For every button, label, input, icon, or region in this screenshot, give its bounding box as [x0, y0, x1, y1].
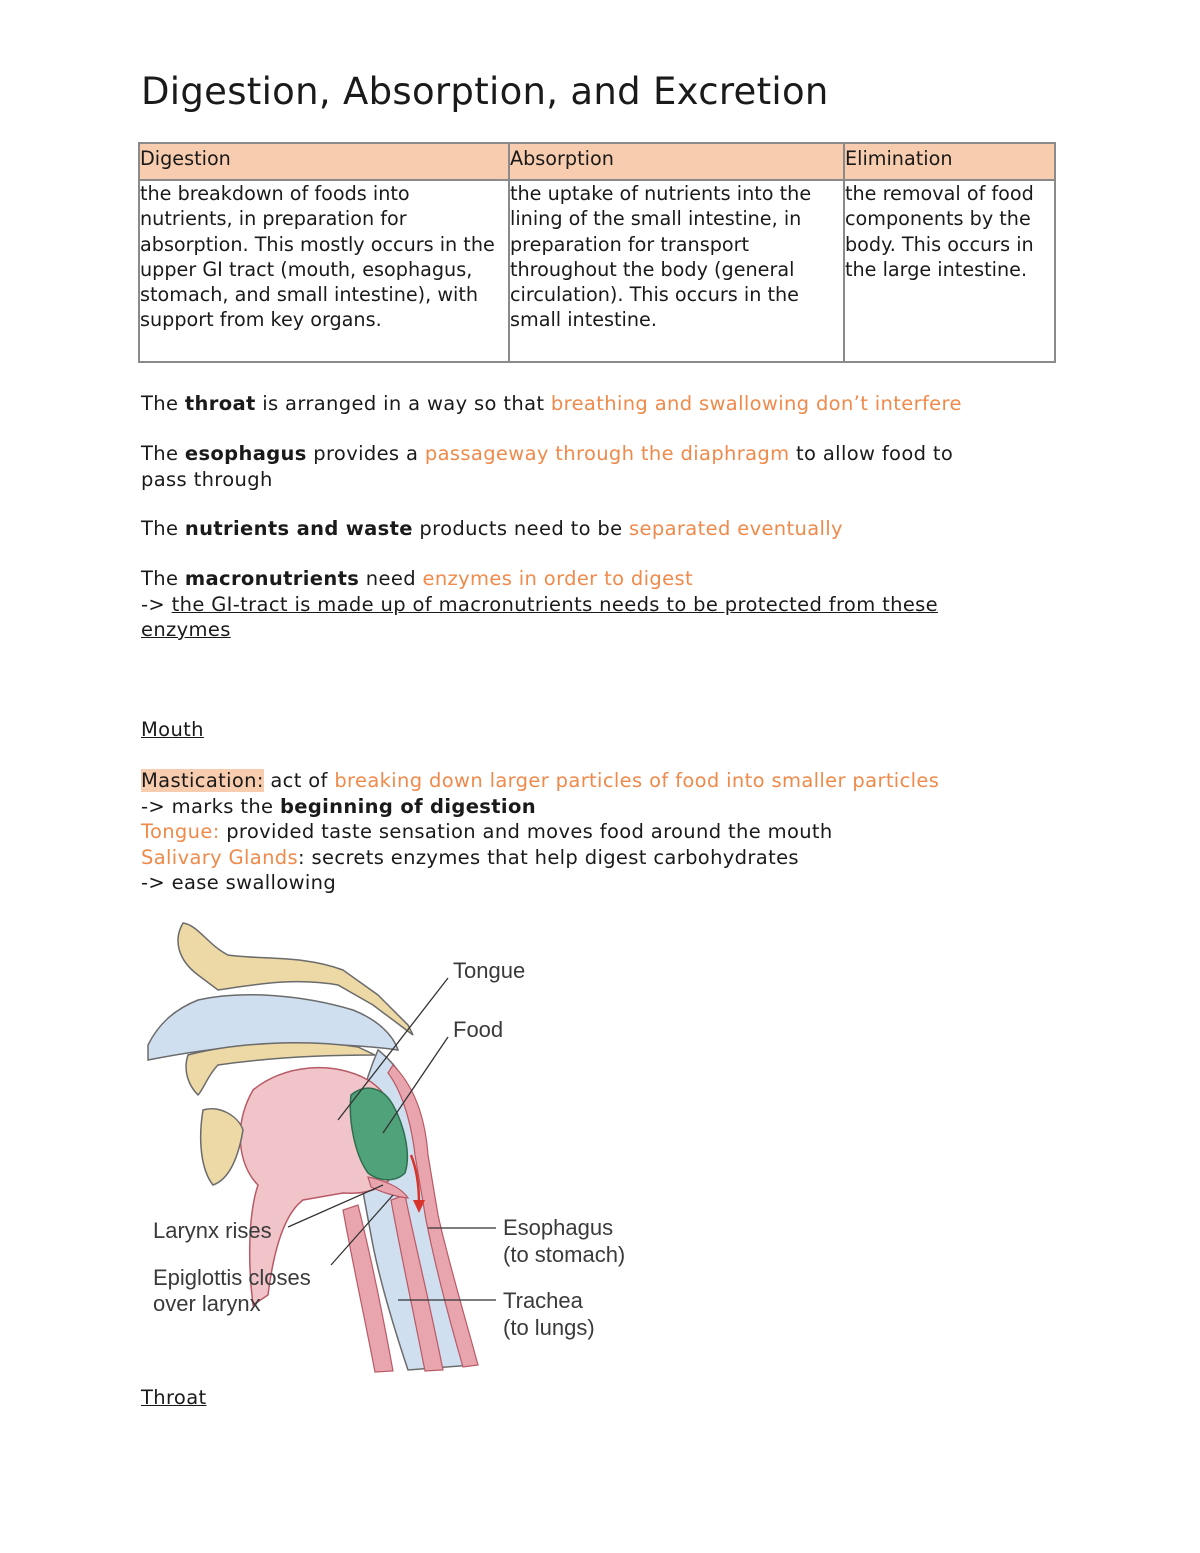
label-esophagus-1: Esophagus	[503, 1215, 614, 1240]
text: is arranged in a way so that	[255, 392, 551, 415]
text: The	[141, 517, 185, 540]
paragraph-macronutrients	[141, 566, 1041, 643]
term-tongue: Tongue:	[141, 820, 220, 843]
label-epiglottis-1: Epiglottis closes	[153, 1265, 311, 1290]
text: The	[141, 392, 185, 415]
term-macronutrients: macronutrients	[184, 567, 360, 590]
cell-elimination: the removal of food components by the body. This occurs in the large intestine.	[844, 180, 1055, 362]
text: act of	[263, 769, 335, 792]
underlined-note: enzymes	[141, 618, 231, 641]
term-salivary: Salivary Glands	[141, 845, 299, 869]
text: The	[141, 442, 185, 465]
highlight-text: breathing and swallowing don’t interfere	[550, 392, 962, 415]
heading-text: Throat	[141, 1386, 207, 1409]
paragraph-nutrients	[141, 516, 1041, 542]
text: pass through	[141, 467, 273, 491]
term-nutrients: nutrients and waste	[184, 517, 413, 540]
label-trachea-2: (to lungs)	[503, 1315, 595, 1340]
highlight-text: breaking down larger particles of food into smaller particles	[334, 769, 940, 792]
label-epiglottis-2: over larynx	[153, 1291, 261, 1316]
highlight-text: passageway through the diaphragm	[424, 442, 790, 465]
mouth-heading	[141, 717, 1041, 743]
highlight-text: enzymes in order to digest	[422, 567, 693, 590]
table-header-row	[139, 143, 1055, 180]
label-esophagus-2: (to stomach)	[503, 1242, 626, 1267]
label-trachea-1: Trachea	[503, 1288, 583, 1313]
label-larynx: Larynx rises	[153, 1218, 272, 1243]
definitions-table	[138, 142, 1056, 363]
text: : secrets enzymes that help digest carbohydrates	[298, 845, 799, 869]
underlined-note: the GI-tract is made up of macronutrients needs to be protected from these	[171, 592, 939, 616]
throat-heading	[141, 1385, 1041, 1411]
label-tongue: Tongue	[453, 958, 526, 983]
paragraph-throat	[141, 391, 1041, 417]
text: provides a	[306, 442, 425, 465]
label-food: Food	[453, 1017, 504, 1042]
text: to allow food to	[789, 442, 954, 465]
text: The	[141, 567, 185, 590]
text: need	[359, 567, 423, 590]
jaw-bone	[201, 1109, 243, 1185]
text: -> marks the	[141, 794, 280, 818]
cell-digestion: the breakdown of foods into nutrients, in preparation for absorption. This mostly occurs in the upper GI tract (mouth, esophagus, stomach, and small intestine), with support from key organs.	[139, 180, 509, 362]
arrow-text: ->	[141, 592, 172, 616]
term-beginning: beginning of digestion	[279, 794, 536, 818]
term-mastication: Mastication:	[141, 769, 264, 792]
text: products need to be	[412, 517, 630, 540]
term-esophagus: esophagus	[184, 442, 307, 465]
header-digestion: Digestion	[139, 143, 509, 180]
page-title: Digestion, Absorption, and Excretion	[141, 70, 829, 113]
swallowing-diagram	[143, 915, 643, 1375]
text: provided taste sensation and moves food around the mouth	[219, 820, 833, 843]
text: -> ease swallowing	[141, 871, 337, 894]
cell-absorption: the uptake of nutrients into the lining of the small intestine, in preparation for transport throughout the body (general circulation). This occurs in the small intestine.	[509, 180, 844, 362]
heading-text: Mouth	[141, 718, 204, 741]
term-throat: throat	[184, 392, 256, 415]
paragraph-esophagus	[141, 441, 1041, 492]
table-row	[139, 180, 1055, 362]
highlight-text: separated eventually	[629, 517, 843, 540]
paragraph-mastication	[141, 768, 1041, 896]
header-elimination: Elimination	[844, 143, 1055, 180]
header-absorption: Absorption	[509, 143, 844, 180]
